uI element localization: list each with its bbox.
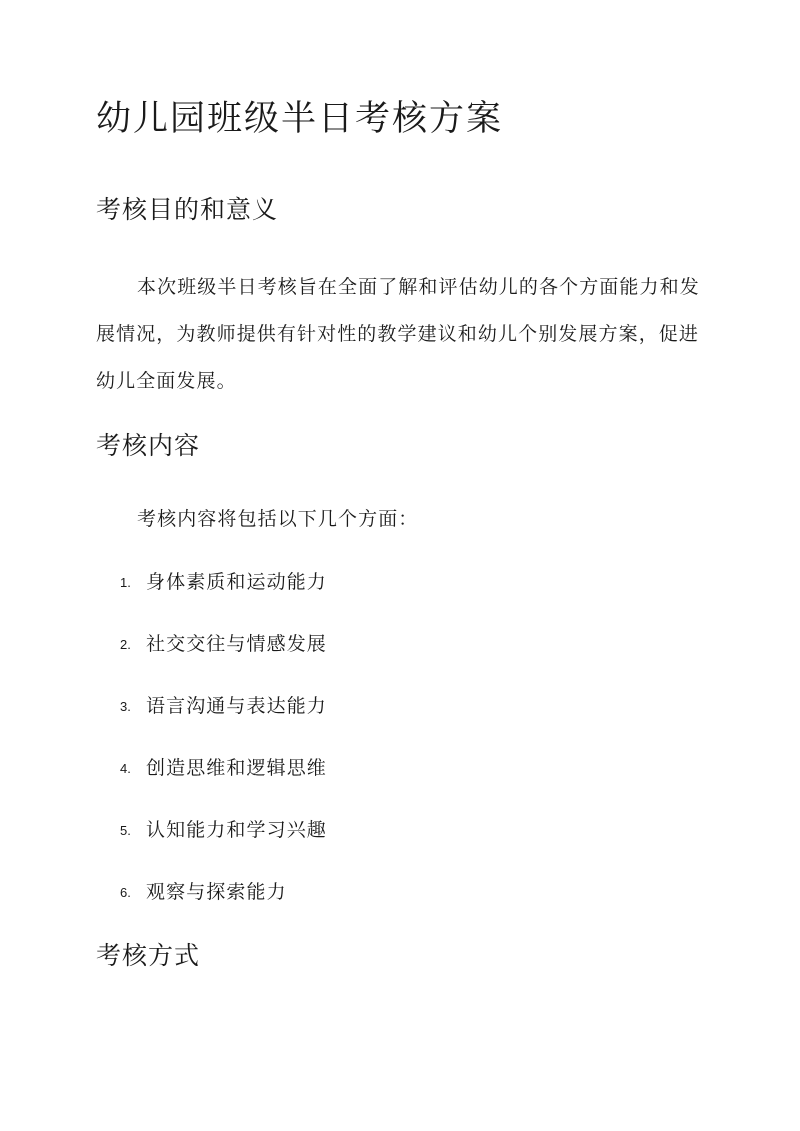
list-item-number: 6.: [120, 885, 131, 900]
list-item-number: 1.: [120, 575, 131, 590]
list-item-text: 认知能力和学习兴趣: [146, 819, 327, 841]
list-item-text: 身体素质和运动能力: [146, 571, 327, 593]
list-item-text: 语言沟通与表达能力: [146, 695, 327, 717]
list-item-number: 2.: [120, 637, 131, 652]
section-heading-purpose: 考核目的和意义: [96, 195, 279, 224]
list-item-text: 观察与探索能力: [146, 881, 287, 903]
list-item-text: 社交交往与情感发展: [146, 633, 327, 655]
section-heading-method: 考核方式: [96, 941, 201, 970]
document-title: 幼儿园班级半日考核方案: [96, 99, 504, 139]
purpose-paragraph: 本次班级半日考核旨在全面了解和评估幼儿的各个方面能力和发展情况，为教师提供有针对性的教学建议和幼儿个别发展方案，促进幼儿全面发展。: [96, 276, 700, 392]
list-item-number: 3.: [120, 699, 131, 714]
list-item-text: 创造思维和逻辑思维: [146, 757, 327, 779]
section-heading-content: 考核内容: [96, 431, 201, 460]
content-intro: 考核内容将包括以下几个方面：: [137, 508, 419, 530]
list-item-number: 5.: [120, 823, 131, 838]
list-item-number: 4.: [120, 761, 131, 776]
